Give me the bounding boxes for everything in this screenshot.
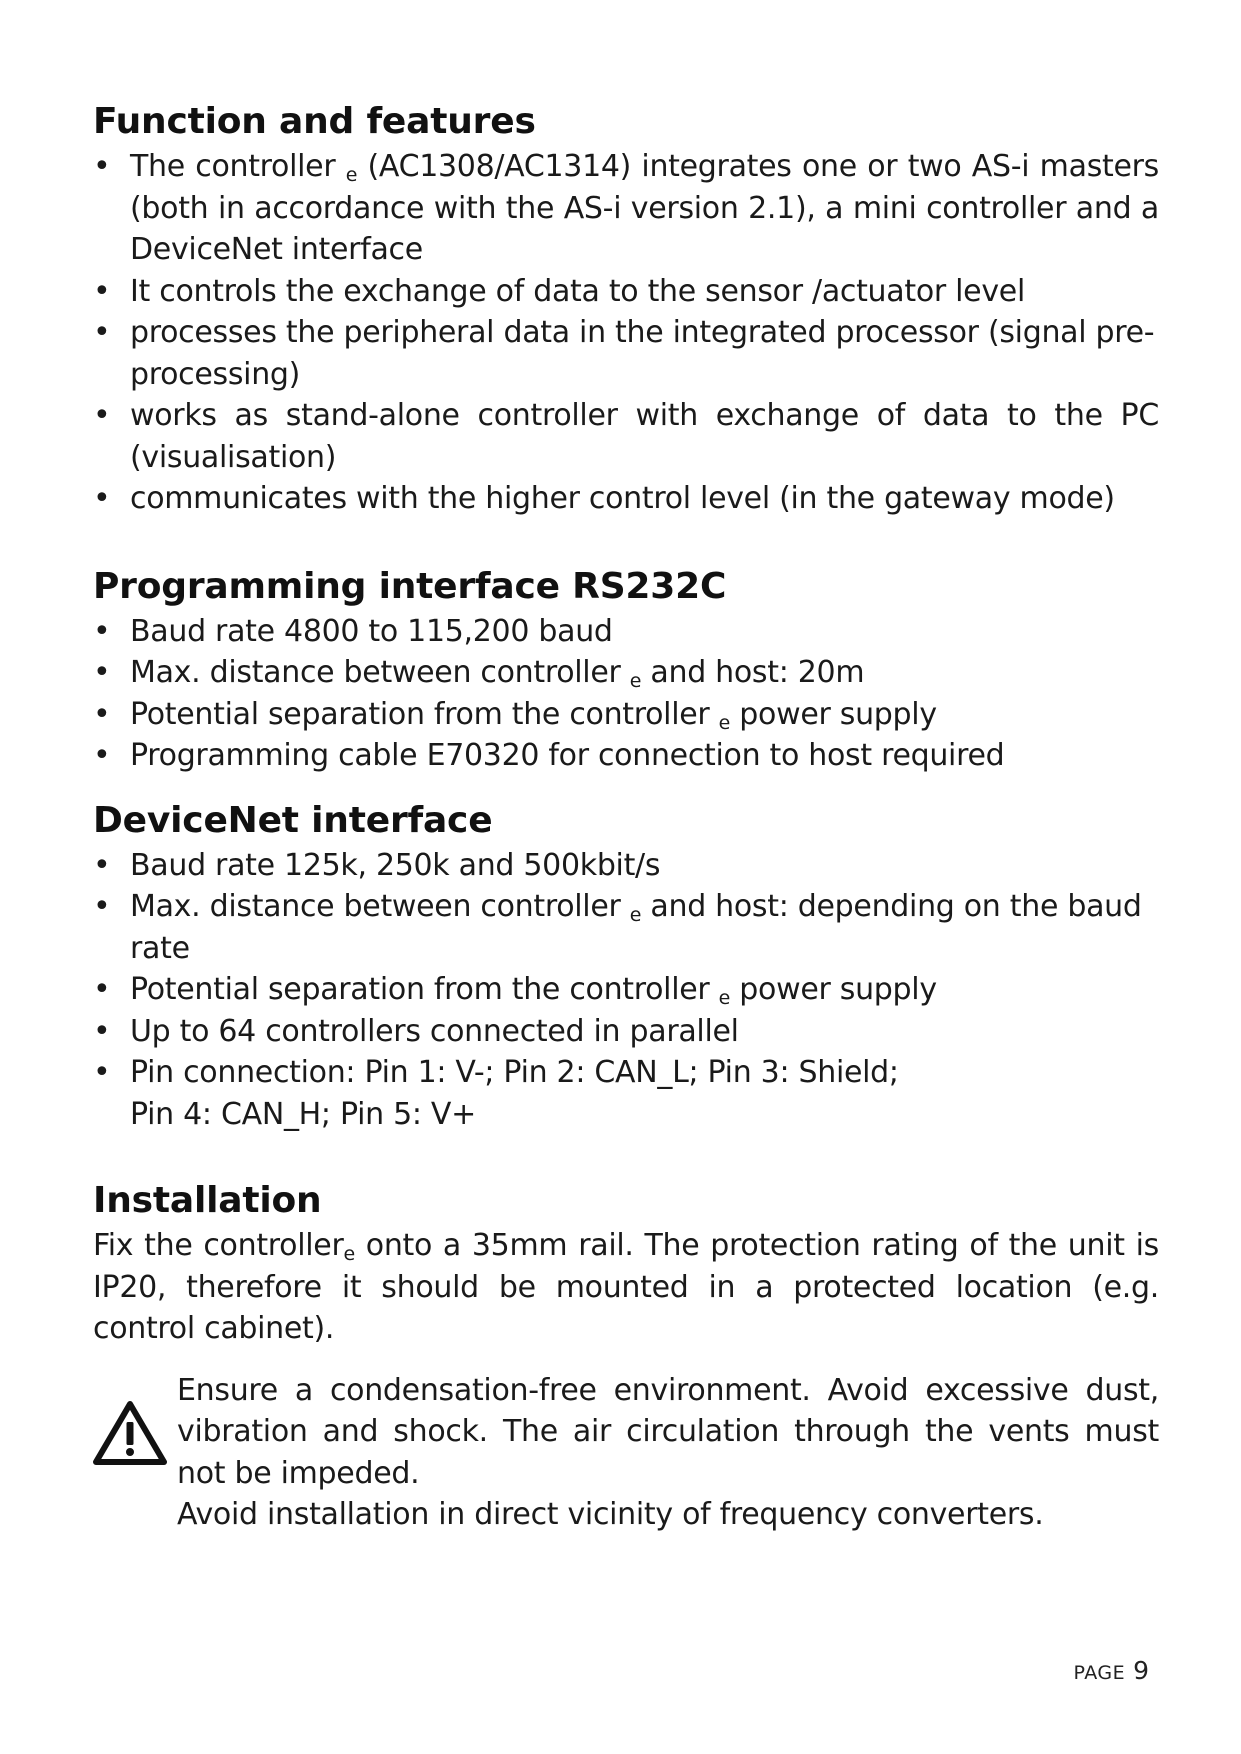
installation-paragraph: Fix the controller$_e$ onto a 35mm rail. The protection rating of the unit is IP20, therefore it should be mounted in a protected location (e.g. control cabinet). [93, 1228, 1159, 1346]
list-item: • Up to 64 controllers connected in parallel [93, 1011, 1159, 1053]
list-item: • Potential separation from the controller $_e$ power supply [93, 969, 1159, 1011]
subscript-e: e [629, 670, 642, 692]
bullet: • [93, 738, 111, 773]
section-installation [93, 1177, 1159, 1536]
list-item: • Pin connection: Pin 1: V-; Pin 2: CAN_L; Pin 3: Shield; Pin 4: CAN_H; Pin 5: V+ [93, 1052, 1159, 1135]
bullet: • [93, 847, 111, 883]
subscript-e: e [345, 164, 358, 186]
list-item: • Programming cable E70320 for connection to host required [93, 735, 1159, 777]
warning-triangle-icon [93, 1370, 177, 1536]
list-item: • Max. distance between controller $_e$ and host: depending on the baud rate [93, 886, 1159, 969]
list-item: • Max. distance between controller $_e$ and host: 20m [93, 652, 1159, 694]
document-page [93, 98, 1159, 1536]
list-item: • communicates with the higher control level (in the gateway mode) [93, 478, 1159, 520]
list-item: • processes the peripheral data in the integrated processor (signal pre-processing) [93, 312, 1159, 395]
list-item: • works as stand-alone controller with exchange of data to the PC (visualisation) [93, 395, 1159, 478]
list-item: • The controller $_e$ (AC1308/AC1314) integrates one or two AS-i masters (both in accordance with the AS-i version 2.1), a mini controller and a DeviceNet interface [93, 146, 1159, 271]
list-item: • It controls the exchange of data to the sensor /actuator level [93, 271, 1159, 313]
section-programming-interface [93, 563, 1159, 777]
section-title: Function and features [93, 101, 536, 142]
feature-list [93, 146, 1159, 520]
bullet: • [93, 1055, 111, 1090]
bullet: • [93, 613, 111, 649]
bullet: • [93, 481, 111, 516]
subscript-e: e [718, 711, 731, 734]
section-function-and-features [93, 98, 1159, 520]
warning-notice [93, 1370, 1159, 1536]
list-item: • Potential separation from the controller $_e$ power supply [93, 694, 1159, 736]
bullet: • [93, 696, 111, 732]
list-item: • Baud rate 4800 to 115,200 baud [93, 611, 1159, 653]
devicenet-list [93, 845, 1159, 1136]
bullet: • [93, 972, 111, 1007]
bullet: • [93, 1013, 111, 1049]
page-number-value: 9 [1133, 1656, 1149, 1685]
subscript-e: e [629, 904, 642, 926]
page-number [1074, 1656, 1150, 1685]
section-devicenet-interface [93, 797, 1159, 1136]
warning-text: Ensure a condensation-free environment. Avoid excessive dust, vibration and shock. The air circulation through the vents must not be impeded. Avoid installation in direct vicinity of frequency converters. [177, 1372, 1159, 1532]
section-title: DeviceNet interface [93, 799, 493, 841]
subscript-e: e [343, 1243, 355, 1265]
section-title: Programming interface RS232C [93, 565, 727, 607]
page-label: PAGE [1073, 1662, 1126, 1684]
rs232-list [93, 611, 1159, 777]
bullet: • [93, 149, 111, 184]
bullet: • [93, 398, 111, 433]
list-item: • Baud rate 125k, 250k and 500kbit/s [93, 845, 1159, 887]
bullet: • [93, 889, 111, 924]
bullet: • [93, 315, 111, 350]
bullet: • [93, 655, 111, 690]
subscript-e: e [718, 987, 731, 1009]
bullet: • [93, 273, 111, 309]
section-title: Installation [93, 1180, 322, 1221]
